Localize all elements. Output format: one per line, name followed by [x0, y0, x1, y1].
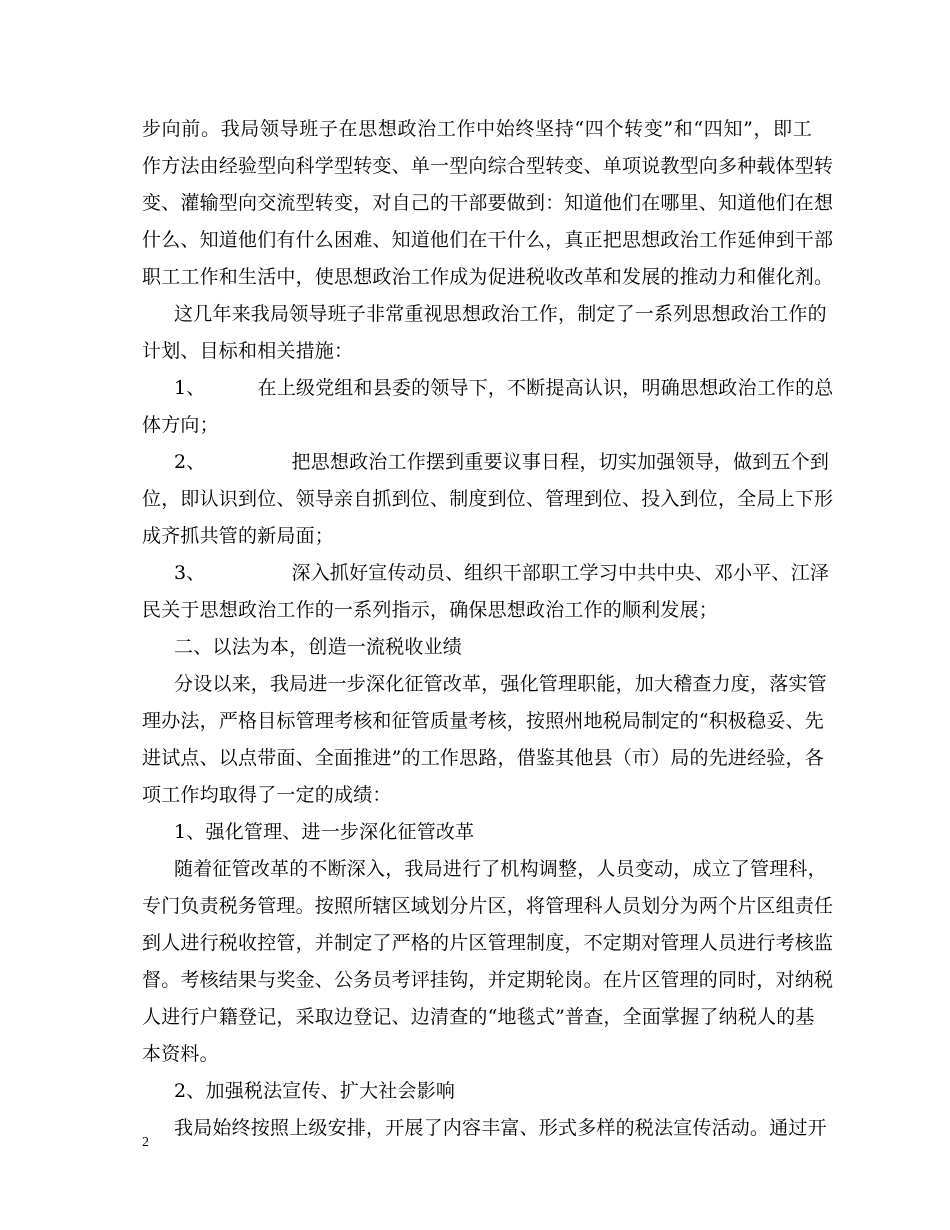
list-number: 1、	[174, 377, 206, 399]
paragraph-line: 步向前。我局领导班子在思想政治工作中始终坚持“四个转变”和“四知”，即工	[142, 118, 812, 140]
paragraph-line: 到人进行税收控管，并制定了严格的片区管理制度，不定期对管理人员进行考核监	[142, 932, 834, 954]
paragraph-line: 作方法由经验型向科学型转变、单一型向综合型转变、单项说教型向多种载体型转	[142, 155, 834, 177]
paragraph-line: 我局始终按照上级安排，开展了内容丰富、形式多样的税法宣传活动。通过开	[174, 1117, 827, 1139]
paragraph-line: 民关于思想政治工作的一系列指示，确保思想政治工作的顺利发展；	[142, 599, 719, 621]
paragraph-line: 人进行户籍登记，采取边登记、边清查的“地毯式”普查，全面掌握了纳税人的基	[142, 1006, 815, 1028]
section-heading: 二、以法为本，创造一流税收业绩	[174, 636, 463, 658]
list-number: 2、	[174, 451, 206, 473]
paragraph-line: 成齐抓共管的新局面；	[142, 525, 335, 547]
page-number: 2	[142, 1135, 149, 1150]
paragraph-line: 项工作均取得了一定的成绩：	[142, 784, 392, 806]
subsection-heading: 1、强化管理、进一步深化征管改革	[174, 821, 475, 843]
paragraph-line: 随着征管改革的不断深入，我局进行了机构调整，人员变动，成立了管理科，	[174, 858, 827, 880]
paragraph-line: 体方向；	[142, 414, 219, 436]
list-item-3	[174, 558, 829, 588]
paragraph-line: 进试点、以点带面、全面推进”的工作思路，借鉴其他县（市）局的先进经验，各	[142, 747, 824, 769]
paragraph-line: 什么、知道他们有什么困难、知道他们在干什么，真正把思想政治工作延伸到干部	[142, 229, 834, 251]
list-text: 在上级党组和县委的领导下，不断提高认识，明确思想政治工作的总	[257, 377, 834, 399]
paragraph-line: 专门负责税务管理。按照所辖区域划分片区，将管理科人员划分为两个片区组责任	[142, 895, 834, 917]
list-item-1	[174, 373, 834, 403]
paragraph-line: 分设以来，我局进一步深化征管改革，强化管理职能，加大稽查力度，落实管	[174, 673, 827, 695]
paragraph-line: 本资料。	[142, 1043, 219, 1065]
list-item-2	[174, 447, 829, 477]
paragraph-line: 计划、目标和相关措施：	[142, 340, 354, 362]
paragraph-line: 督。考核结果与奖金、公务员考评挂钩，并定期轮岗。在片区管理的同时，对纳税	[142, 969, 834, 991]
list-text: 把思想政治工作摆到重要议事日程，切实加强领导，做到五个到	[291, 451, 830, 473]
list-number: 3、	[174, 562, 206, 584]
paragraph-line: 职工工作和生活中，使思想政治工作成为促进税收改革和发展的推动力和催化剂。	[142, 266, 834, 288]
list-text: 深入抓好宣传动员、组织干部职工学习中共中央、邓小平、江泽	[291, 562, 830, 584]
subsection-heading: 2、加强税法宣传、扩大社会影响	[174, 1080, 456, 1102]
paragraph-line: 这几年来我局领导班子非常重视思想政治工作，制定了一系列思想政治工作的	[174, 303, 827, 325]
paragraph-line: 理办法，严格目标管理考核和征管质量考核，按照州地税局制定的“积极稳妥、先	[142, 710, 824, 732]
paragraph-line: 变、灌输型向交流型转变，对自己的干部要做到：知道他们在哪里、知道他们在想	[142, 192, 834, 214]
paragraph-line: 位，即认识到位、领导亲自抓到位、制度到位、管理到位、投入到位，全局上下形	[142, 488, 834, 510]
